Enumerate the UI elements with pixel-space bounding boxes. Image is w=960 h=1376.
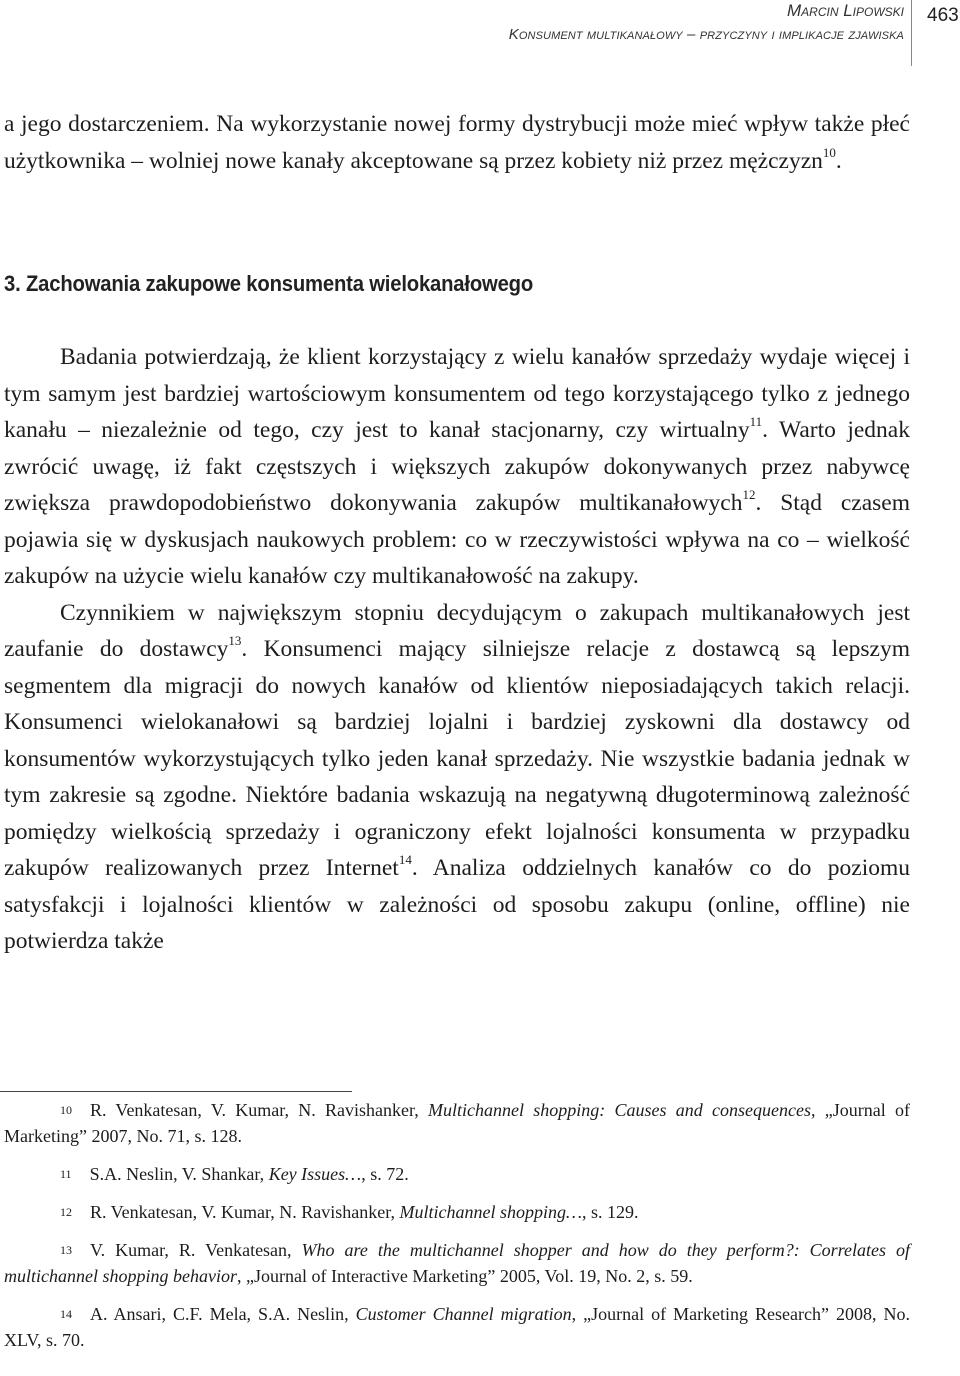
intro-paragraph [4, 106, 910, 179]
paragraph-1 [4, 339, 910, 595]
footnote-13 [4, 1237, 910, 1289]
footnote-ref-12[interactable]: 12 [742, 487, 756, 503]
footnote-authors: S.A. Neslin, V. Shankar, [89, 1164, 269, 1184]
footnote-source: , „Journal of Marketing Research” 2008, No. XLV, s. 70. [4, 1304, 911, 1350]
footnote-authors: R. Venkatesan, V. Kumar, N. Ravishanker, [90, 1100, 429, 1120]
footnote-10 [4, 1097, 910, 1149]
footnote-authors: V. Kumar, R. Venkatesan, [90, 1240, 302, 1260]
footnote-title: Who are the multichannel shopper and how do they perform?: Correlates of multichannel shopping behavior [4, 1240, 911, 1286]
footnote-title: Multichannel shopping: Causes and consequences [428, 1100, 812, 1120]
footnote-12 [4, 1199, 910, 1225]
footnote-title: Customer Channel migration [355, 1304, 572, 1324]
intro-paragraph-block [4, 106, 910, 179]
footnotes [4, 1097, 910, 1365]
page-number: 463 [927, 5, 959, 26]
footnote-number: 12 [60, 1205, 72, 1219]
intro-end: . [835, 147, 842, 174]
footnote-11 [4, 1161, 910, 1187]
header-author: Marcin Lipowski [786, 1, 904, 20]
footnote-number: 10 [60, 1103, 72, 1117]
footnote-authors: R. Venkatesan, V. Kumar, N. Ravishanker, [90, 1202, 400, 1222]
paragraph-1-text-a: Badania potwierdzają, że klient korzystający z wielu kanałów sprzedaży wydaje więcej i tym samym jest bardziej wartościowym konsumentem od tego korzystającego tylko z jednego kanału – niezależnie od tego, czy jest to kanał stacjonarny, czy wirtualny [4, 344, 910, 443]
paragraph-1-text-c: . Stąd czasem pojawia się w dyskusjach naukowych problem: co w rzeczywistości wpływa na co – wielkość zakupów na użycie wielu kanałów czy multikanałowość na zakupy. [4, 490, 910, 589]
footnote-source: , s. 72. [361, 1164, 409, 1184]
paragraph-2-text-b: . Konsumenci mający silniejsze relacje z dostawcą są lepszym segmentem dla migracji do nowych kanałów od klientów nieposiadających takich relacji. Konsumenci wielokanałowi są bardziej lojalni i bardziej zyskowni dla dostawcy od konsumentów wykorzystujących tylko jeden kanał sprzedaży. Nie wszystkie badania jednak w tym zakresie są zgodne. Niektóre badania wskazują na negatywną długoterminową zależność pomiędzy wielkością sprzedaży i ograniczony efekt lojalności konsumenta w przypadku zakupów realizowanych przez Internet [4, 636, 910, 881]
paragraph-1-text-b: . Warto jednak zwrócić uwagę, iż fakt częstszych i większych zakupów dokonywanych przez nabywcę zwiększa prawdopodobieństwo dokonywania zakupów multikanałowych [4, 417, 910, 516]
section-body [4, 339, 910, 960]
header-title: Konsument multikanałowy – przyczyny i implikacje zjawiska [508, 26, 904, 43]
intro-text: a jego dostarczeniem. Na wykorzystanie nowej formy dystrybucji może mieć wpływ także płeć użytkownika – wolniej nowe kanały akceptowane są przez kobiety niż przez mężczyzn [4, 111, 910, 174]
footnote-source: , s. 129. [582, 1202, 639, 1222]
footnote-source: , „Journal of Interactive Marketing” 2005, Vol. 19, No. 2, s. 59. [236, 1266, 693, 1286]
footnote-14 [4, 1301, 910, 1353]
footnote-ref-13[interactable]: 13 [228, 633, 242, 649]
paragraph-2-text-a: Czynnikiem w największym stopniu decydującym o zakupach multikanałowych jest zaufanie do dostawcy [4, 599, 910, 662]
footnote-ref-11[interactable]: 11 [749, 414, 763, 430]
footnote-title: Key Issues… [268, 1164, 362, 1184]
section-heading: 3. Zachowania zakupowe konsumenta wielokanałowego [4, 271, 534, 296]
footnote-divider [0, 1091, 352, 1092]
footnote-ref-10[interactable]: 10 [822, 144, 836, 160]
footnote-number: 14 [60, 1307, 72, 1321]
paragraph-2 [4, 595, 910, 960]
footnote-authors: A. Ansari, C.F. Mela, S.A. Neslin, [90, 1304, 356, 1324]
footnote-title: Multichannel shopping… [399, 1202, 583, 1222]
header-divider [911, 0, 912, 66]
footnote-source: , „Journal of Marketing” 2007, No. 71, s. 128. [4, 1100, 910, 1146]
running-header [0, 0, 960, 70]
footnote-ref-14[interactable]: 14 [398, 852, 412, 868]
paragraph-2-text-c: . Analiza oddzielnych kanałów co do poziomu satysfakcji i lojalności klientów w zależności od sposobu zakupu (online, offline) nie potwierdza także [4, 855, 910, 954]
footnote-number: 11 [60, 1167, 72, 1181]
footnote-number: 13 [60, 1243, 72, 1257]
